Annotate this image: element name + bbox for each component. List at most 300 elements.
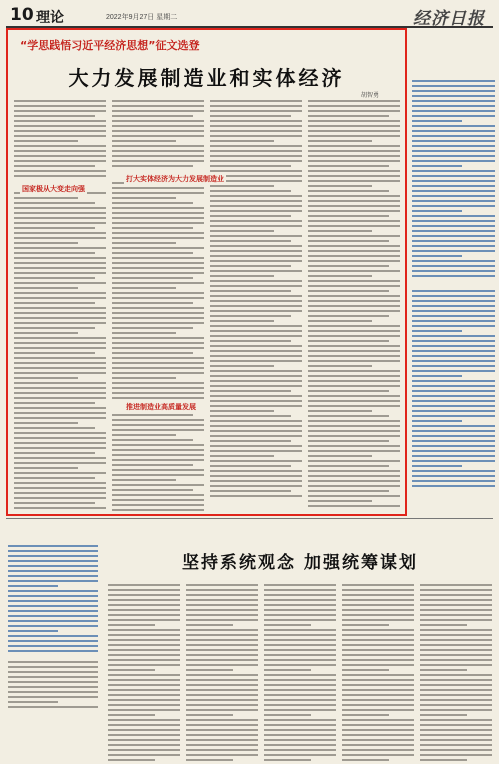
text-line bbox=[14, 105, 106, 107]
text-line bbox=[308, 465, 389, 467]
paper-logo: 经济日报 bbox=[413, 9, 485, 29]
text-line bbox=[264, 724, 336, 726]
text-line bbox=[8, 585, 58, 587]
text-line bbox=[264, 589, 336, 591]
text-line bbox=[210, 325, 302, 327]
text-line bbox=[210, 255, 302, 257]
text-line bbox=[210, 385, 302, 387]
text-line bbox=[412, 210, 462, 212]
text-line bbox=[308, 395, 400, 397]
text-line bbox=[8, 635, 98, 637]
text-line bbox=[308, 280, 400, 282]
text-line bbox=[420, 714, 467, 716]
text-line bbox=[14, 292, 106, 294]
text-line bbox=[210, 290, 291, 292]
text-line bbox=[108, 584, 180, 586]
text-line bbox=[8, 600, 98, 602]
text-line bbox=[210, 115, 291, 117]
text-line bbox=[186, 599, 258, 601]
text-line bbox=[412, 440, 495, 442]
text-line bbox=[420, 684, 492, 686]
text-line bbox=[420, 664, 492, 666]
text-line bbox=[308, 230, 372, 232]
text-line bbox=[186, 654, 258, 656]
text-line bbox=[112, 222, 204, 224]
text-line bbox=[342, 754, 414, 756]
text-line bbox=[412, 180, 495, 182]
text-line bbox=[112, 130, 204, 132]
text-line bbox=[14, 145, 106, 147]
text-line bbox=[342, 604, 414, 606]
text-line bbox=[8, 570, 98, 572]
text-line bbox=[14, 402, 95, 404]
text-line bbox=[342, 694, 414, 696]
text-line bbox=[308, 415, 389, 417]
text-line bbox=[8, 645, 98, 647]
text-line bbox=[308, 435, 400, 437]
text-line bbox=[112, 202, 193, 204]
text-line bbox=[264, 604, 336, 606]
text-line bbox=[308, 450, 400, 452]
text-line bbox=[186, 694, 258, 696]
text-line bbox=[308, 460, 400, 462]
text-line bbox=[112, 434, 176, 436]
text-line bbox=[108, 629, 180, 631]
text-line bbox=[210, 260, 302, 262]
text-line bbox=[112, 192, 204, 194]
text-line bbox=[210, 210, 302, 212]
text-line bbox=[112, 232, 204, 234]
text-line bbox=[14, 387, 106, 389]
text-line bbox=[308, 245, 400, 247]
text-line bbox=[8, 681, 98, 683]
text-line bbox=[308, 380, 400, 382]
text-line bbox=[210, 425, 302, 427]
text-line bbox=[420, 629, 492, 631]
text-line bbox=[210, 160, 302, 162]
text-line bbox=[14, 287, 78, 289]
text-line bbox=[210, 330, 302, 332]
text-line bbox=[112, 155, 204, 157]
text-line bbox=[308, 305, 400, 307]
text-line bbox=[264, 594, 336, 596]
text-line bbox=[342, 714, 389, 716]
text-line bbox=[14, 332, 78, 334]
text-line bbox=[112, 165, 193, 167]
text-line bbox=[14, 377, 78, 379]
text-line bbox=[210, 375, 302, 377]
text-line bbox=[420, 704, 492, 706]
text-line bbox=[108, 644, 180, 646]
page-footer bbox=[6, 731, 493, 741]
text-line bbox=[308, 270, 400, 272]
text-line bbox=[412, 200, 495, 202]
text-line bbox=[342, 669, 389, 671]
text-line bbox=[14, 165, 95, 167]
text-line bbox=[264, 679, 336, 681]
text-line bbox=[112, 115, 193, 117]
text-line bbox=[112, 120, 204, 122]
text-line bbox=[342, 649, 414, 651]
text-line bbox=[112, 504, 204, 506]
text-line bbox=[210, 435, 302, 437]
text-line bbox=[420, 599, 492, 601]
text-line bbox=[308, 195, 400, 197]
text-line bbox=[412, 265, 495, 267]
text-line bbox=[412, 360, 495, 362]
text-line bbox=[112, 272, 204, 274]
text-line bbox=[342, 614, 414, 616]
text-line bbox=[308, 400, 400, 402]
text-line bbox=[112, 217, 204, 219]
text-line bbox=[14, 150, 106, 152]
text-line bbox=[210, 390, 291, 392]
text-line bbox=[186, 749, 258, 751]
text-line bbox=[112, 307, 204, 309]
text-line bbox=[264, 714, 311, 716]
text-line bbox=[264, 634, 336, 636]
text-line bbox=[342, 609, 414, 611]
text-line bbox=[108, 594, 180, 596]
text-column bbox=[210, 100, 302, 500]
text-line bbox=[14, 227, 95, 229]
text-line bbox=[308, 130, 400, 132]
text-line bbox=[412, 370, 495, 372]
text-line bbox=[264, 639, 336, 641]
text-line bbox=[308, 425, 400, 427]
text-line bbox=[112, 387, 204, 389]
text-line bbox=[412, 270, 495, 272]
text-line bbox=[210, 105, 302, 107]
text-line bbox=[186, 584, 258, 586]
text-line bbox=[412, 165, 462, 167]
text-line bbox=[308, 150, 400, 152]
text-line bbox=[412, 245, 495, 247]
text-line bbox=[108, 669, 155, 671]
text-line bbox=[186, 634, 258, 636]
text-line bbox=[14, 487, 106, 489]
text-line bbox=[112, 414, 193, 416]
text-line bbox=[112, 317, 204, 319]
text-line bbox=[8, 686, 98, 688]
text-line bbox=[112, 212, 204, 214]
text-line bbox=[308, 340, 389, 342]
text-line bbox=[412, 295, 495, 297]
text-line bbox=[342, 719, 414, 721]
text-column bbox=[112, 100, 204, 514]
text-line bbox=[412, 420, 462, 422]
text-line bbox=[420, 589, 492, 591]
text-line bbox=[14, 160, 106, 162]
text-line bbox=[108, 619, 180, 621]
text-line bbox=[210, 150, 302, 152]
text-line bbox=[342, 634, 414, 636]
text-line bbox=[308, 190, 389, 192]
text-line bbox=[264, 644, 336, 646]
text-line bbox=[210, 450, 302, 452]
text-line bbox=[112, 419, 204, 421]
text-line bbox=[186, 659, 258, 661]
text-line bbox=[108, 704, 180, 706]
text-line bbox=[14, 452, 95, 454]
text-column bbox=[308, 100, 400, 510]
text-line bbox=[112, 469, 204, 471]
text-line bbox=[186, 624, 233, 626]
text-line bbox=[210, 470, 302, 472]
text-line bbox=[412, 185, 495, 187]
text-line bbox=[112, 352, 193, 354]
text-line bbox=[108, 659, 180, 661]
text-line bbox=[264, 584, 336, 586]
text-line bbox=[112, 282, 204, 284]
text-line bbox=[112, 332, 176, 334]
text-line bbox=[412, 90, 495, 92]
text-line bbox=[14, 267, 106, 269]
text-line bbox=[412, 310, 495, 312]
text-line bbox=[112, 252, 193, 254]
text-line bbox=[308, 375, 400, 377]
text-line bbox=[112, 454, 204, 456]
text-line bbox=[264, 664, 336, 666]
page-number: 10 bbox=[10, 5, 34, 25]
text-line bbox=[342, 624, 389, 626]
text-line bbox=[112, 262, 204, 264]
text-line bbox=[14, 272, 106, 274]
text-line bbox=[210, 310, 302, 312]
text-line bbox=[210, 265, 291, 267]
text-line bbox=[308, 365, 372, 367]
text-line bbox=[264, 694, 336, 696]
article-headline: 大力发展制造业和实体经济 bbox=[68, 66, 345, 90]
text-line bbox=[308, 250, 400, 252]
text-line bbox=[108, 719, 180, 721]
text-line bbox=[112, 377, 176, 379]
text-line bbox=[342, 674, 414, 676]
text-line bbox=[14, 492, 106, 494]
text-line bbox=[210, 230, 274, 232]
text-line bbox=[412, 460, 495, 462]
text-line bbox=[112, 424, 204, 426]
text-line bbox=[308, 200, 400, 202]
text-line bbox=[308, 185, 372, 187]
text-line bbox=[14, 115, 95, 117]
byline: 胡智勇 bbox=[360, 92, 379, 99]
text-line bbox=[210, 135, 302, 137]
text-line bbox=[412, 255, 462, 257]
text-line bbox=[342, 699, 414, 701]
text-line bbox=[412, 125, 495, 127]
text-line bbox=[210, 440, 291, 442]
text-line bbox=[112, 397, 204, 399]
text-line bbox=[264, 659, 336, 661]
text-line bbox=[14, 507, 106, 509]
text-line bbox=[412, 155, 495, 157]
text-line bbox=[8, 666, 98, 668]
text-line bbox=[14, 467, 78, 469]
text-line bbox=[112, 367, 204, 369]
text-line bbox=[14, 367, 106, 369]
text-line bbox=[210, 460, 302, 462]
text-line bbox=[264, 629, 336, 631]
text-line bbox=[14, 337, 106, 339]
text-line bbox=[308, 180, 400, 182]
text-line bbox=[108, 759, 155, 761]
text-line bbox=[14, 277, 95, 279]
text-line bbox=[412, 330, 462, 332]
text-line bbox=[210, 215, 291, 217]
text-line bbox=[186, 644, 258, 646]
text-line bbox=[112, 140, 176, 142]
text-line bbox=[112, 449, 204, 451]
text-line bbox=[210, 155, 302, 157]
text-line bbox=[412, 150, 495, 152]
text-line bbox=[420, 634, 492, 636]
text-line bbox=[308, 430, 400, 432]
text-line bbox=[108, 609, 180, 611]
text-line bbox=[412, 290, 495, 292]
text-line bbox=[210, 205, 302, 207]
text-line bbox=[308, 125, 400, 127]
text-line bbox=[412, 385, 495, 387]
text-line bbox=[420, 674, 492, 676]
text-line bbox=[308, 325, 400, 327]
text-line bbox=[186, 724, 258, 726]
text-line bbox=[108, 614, 180, 616]
text-line bbox=[108, 684, 180, 686]
text-line bbox=[412, 395, 495, 397]
text-line bbox=[14, 297, 106, 299]
text-line bbox=[210, 110, 302, 112]
text-line bbox=[112, 247, 204, 249]
text-line bbox=[412, 105, 495, 107]
text-line bbox=[112, 207, 204, 209]
text-line bbox=[308, 505, 400, 507]
text-line bbox=[186, 589, 258, 591]
text-line bbox=[308, 360, 400, 362]
text-line bbox=[14, 100, 106, 102]
text-line bbox=[210, 120, 302, 122]
text-line bbox=[412, 130, 495, 132]
text-line bbox=[210, 465, 291, 467]
text-line bbox=[210, 125, 302, 127]
text-line bbox=[112, 382, 204, 384]
text-line bbox=[112, 297, 204, 299]
text-line bbox=[308, 100, 400, 102]
text-line bbox=[308, 275, 372, 277]
text-line bbox=[210, 380, 302, 382]
text-line bbox=[210, 405, 302, 407]
text-line bbox=[112, 135, 204, 137]
text-line bbox=[210, 140, 274, 142]
text-line bbox=[14, 392, 106, 394]
text-line bbox=[420, 689, 492, 691]
text-line bbox=[14, 202, 95, 204]
text-line bbox=[308, 295, 400, 297]
subheading: 国家极从大变走向强 bbox=[22, 185, 85, 193]
text-line bbox=[8, 620, 98, 622]
text-line bbox=[14, 422, 78, 424]
text-line bbox=[412, 435, 495, 437]
text-line bbox=[108, 709, 180, 711]
text-line bbox=[8, 610, 98, 612]
sidebar-column bbox=[412, 80, 495, 520]
text-line bbox=[342, 724, 414, 726]
text-line bbox=[8, 701, 58, 703]
text-line bbox=[186, 704, 258, 706]
text-line bbox=[186, 674, 258, 676]
text-line bbox=[108, 634, 180, 636]
text-line bbox=[112, 150, 204, 152]
text-line bbox=[14, 130, 106, 132]
text-line bbox=[210, 245, 302, 247]
text-line bbox=[112, 429, 204, 431]
text-line bbox=[412, 475, 495, 477]
text-line bbox=[308, 105, 400, 107]
lower-left-column bbox=[8, 545, 98, 665]
text-line bbox=[14, 125, 106, 127]
text-line bbox=[8, 640, 98, 642]
text-line bbox=[8, 550, 98, 552]
text-line bbox=[210, 165, 291, 167]
text-line bbox=[108, 649, 180, 651]
text-line bbox=[412, 115, 495, 117]
text-line bbox=[8, 565, 98, 567]
text-line bbox=[8, 615, 98, 617]
text-line bbox=[112, 145, 204, 147]
text-line bbox=[14, 347, 106, 349]
text-line bbox=[420, 654, 492, 656]
text-line bbox=[264, 624, 311, 626]
text-line bbox=[8, 555, 98, 557]
text-line bbox=[264, 609, 336, 611]
text-line bbox=[412, 355, 495, 357]
text-line bbox=[8, 605, 98, 607]
text-line bbox=[186, 649, 258, 651]
text-line bbox=[210, 220, 302, 222]
text-line bbox=[210, 410, 274, 412]
text-line bbox=[308, 115, 389, 117]
text-line bbox=[210, 250, 302, 252]
issue-date: 2022年9月27日 星期二 bbox=[106, 14, 178, 21]
text-line bbox=[308, 495, 400, 497]
text-line bbox=[308, 155, 400, 157]
text-line bbox=[264, 649, 336, 651]
text-line bbox=[412, 415, 495, 417]
text-line bbox=[412, 220, 495, 222]
text-line bbox=[14, 482, 106, 484]
text-line bbox=[14, 447, 106, 449]
text-line bbox=[112, 499, 204, 501]
text-line bbox=[420, 594, 492, 596]
text-line bbox=[112, 474, 204, 476]
text-line bbox=[210, 445, 302, 447]
text-line bbox=[210, 360, 302, 362]
text-line bbox=[14, 217, 106, 219]
text-line bbox=[412, 340, 495, 342]
text-line bbox=[420, 644, 492, 646]
text-line bbox=[108, 689, 180, 691]
text-line bbox=[308, 410, 372, 412]
text-line bbox=[308, 420, 400, 422]
text-line bbox=[412, 230, 495, 232]
text-line bbox=[112, 509, 204, 511]
text-line bbox=[420, 614, 492, 616]
text-line bbox=[412, 140, 495, 142]
section-name: 理论 bbox=[36, 10, 64, 26]
text-line bbox=[210, 315, 291, 317]
text-line bbox=[186, 664, 258, 666]
text-line bbox=[14, 317, 106, 319]
